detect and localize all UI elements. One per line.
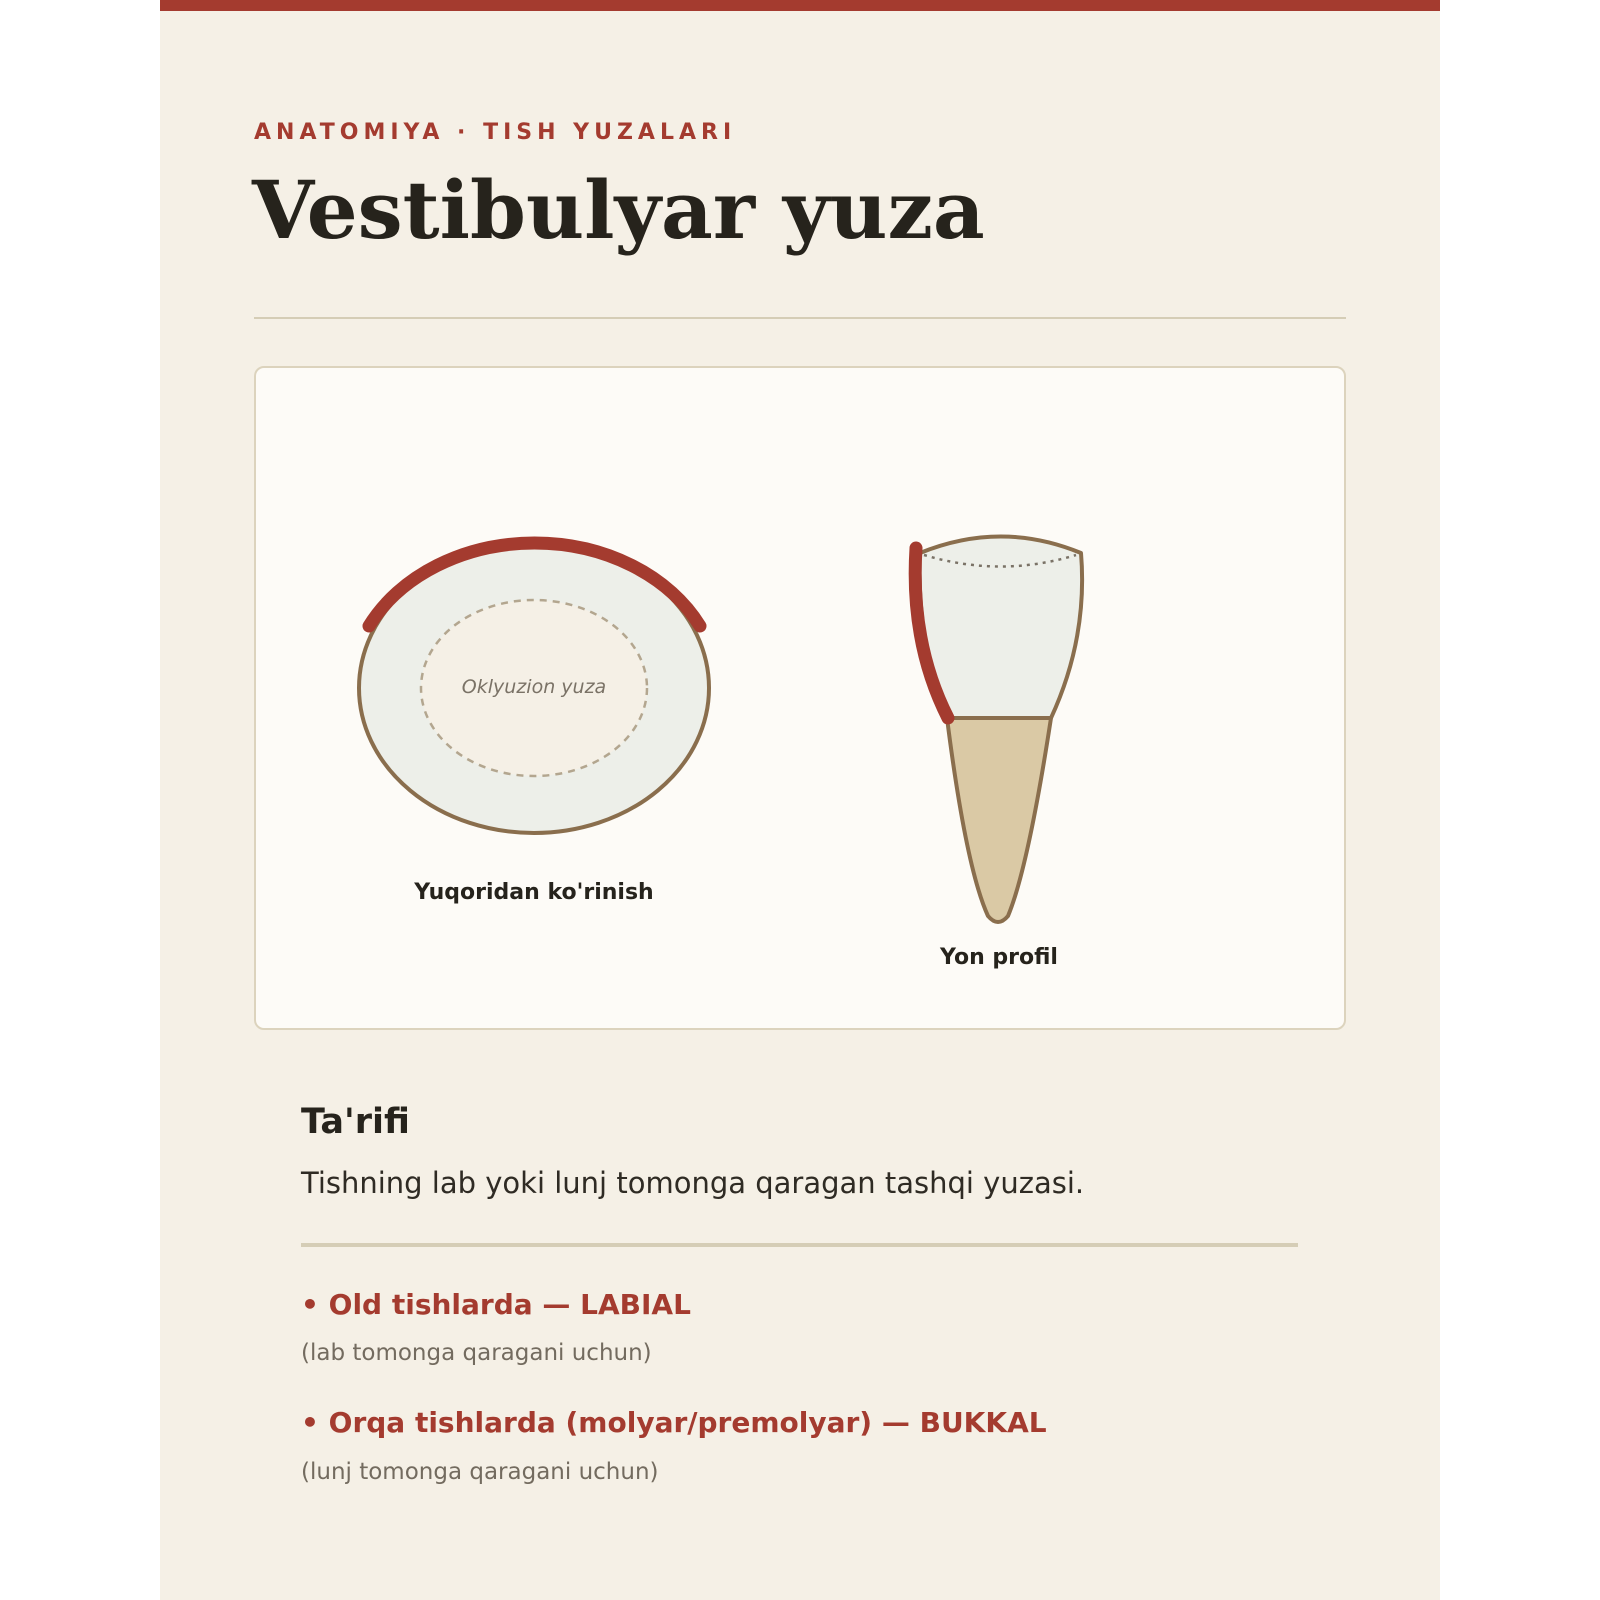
anterior-teeth-note: (lab tomonga qaragani uchun): [301, 1340, 652, 1366]
page-title: Vestibulyar yuza: [252, 163, 985, 257]
posterior-teeth-note: (lunj tomonga qaragani uchun): [301, 1459, 659, 1485]
posterior-teeth-item: • Orqa tishlarda (molyar/premolyar) — BUKKAL: [301, 1406, 1047, 1439]
side-view-caption: Yon profil: [940, 945, 1058, 970]
crown-shape: [920, 537, 1083, 719]
tooth-diagram: [256, 368, 1344, 1028]
top-view-caption: Yuqoridan ko'rinish: [414, 880, 654, 905]
title-divider: [254, 317, 1346, 319]
content-card: [160, 0, 1440, 1600]
accent-bar: [160, 0, 1440, 11]
anterior-teeth-item: • Old tishlarda — LABIAL: [301, 1288, 691, 1321]
definition-text: Tishning lab yoki lunj tomonga qaragan tashqi yuzasi.: [301, 1166, 1085, 1200]
category-kicker: ANATOMIYA · TISH YUZALARI: [254, 120, 737, 145]
definition-divider: [301, 1243, 1298, 1247]
figure-panel: [254, 366, 1346, 1030]
root-shape: [947, 718, 1051, 922]
occlusal-surface-label: Oklyuzion yuza: [461, 676, 607, 698]
side-view-tooth: [915, 537, 1082, 923]
definition-heading: Ta'rifi: [301, 1102, 410, 1142]
